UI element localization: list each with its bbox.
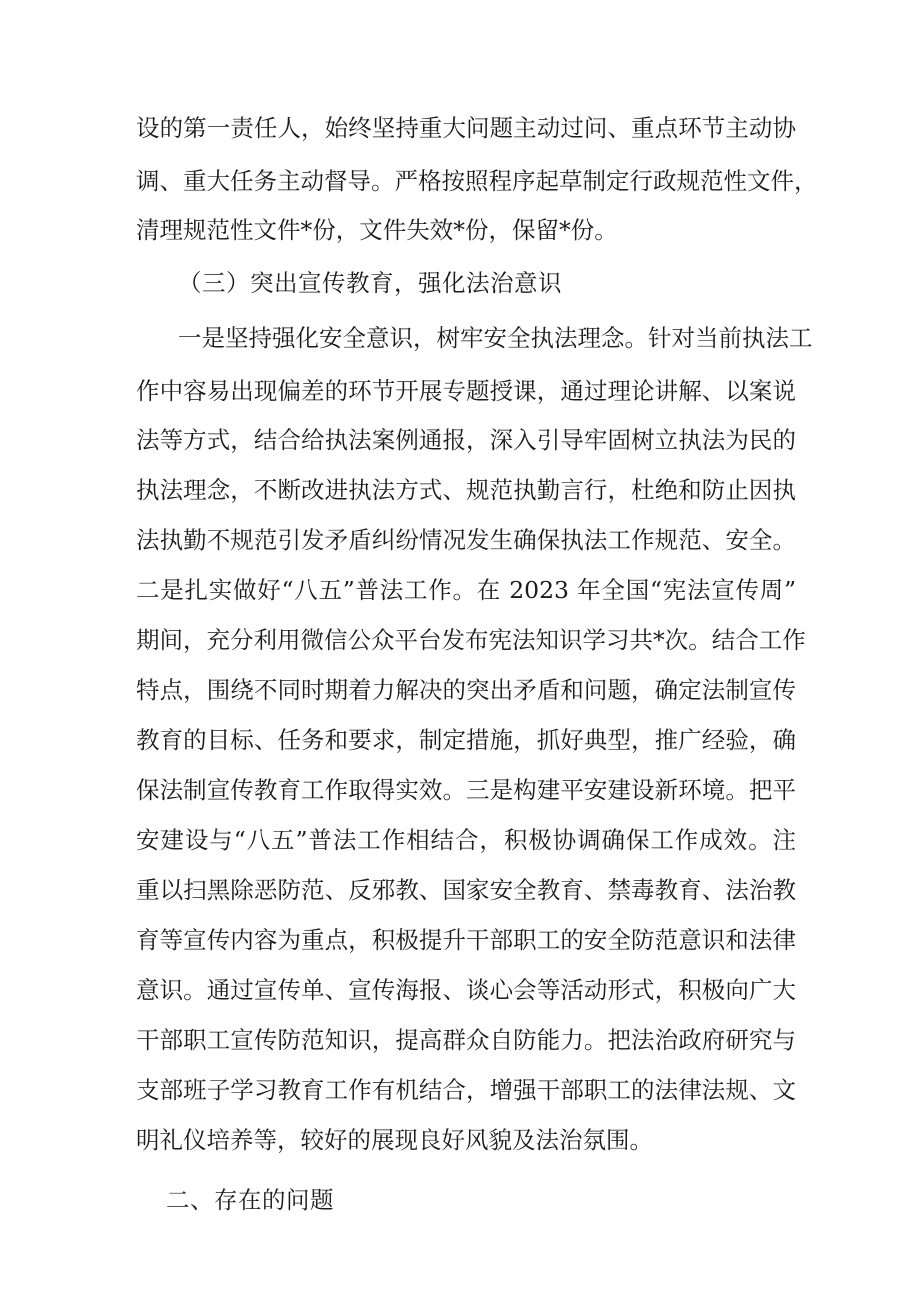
paragraph-line: 设的第一责任人，始终坚持重大问题主动过问、重点环节主动协 [136, 114, 796, 142]
paragraph-line: 保法制宣传教育工作取得实效。三是构建平安建设新环境。把平 [136, 776, 796, 804]
paragraph-line: 作中容易出现偏差的环节开展专题授课，通过理论讲解、以案说 [136, 377, 796, 405]
paragraph-line: 育等宣传内容为重点，积极提升干部职工的安全防范意识和法律 [136, 926, 796, 954]
paragraph-line: 教育的目标、任务和要求，制定措施，抓好典型，推广经验，确 [136, 726, 796, 754]
paragraph-line: 特点，围绕不同时期着力解决的突出矛盾和问题，确定法制宣传 [136, 676, 796, 704]
paragraph-line: 重以扫黑除恶防范、反邪教、国家安全教育、禁毒教育、法治教 [136, 876, 796, 904]
paragraph-line: 一是坚持强化安全意识，树牢安全执法理念。针对当前执法工 [178, 324, 813, 352]
paragraph-line: 调、重大任务主动督导。严格按照程序起草制定行政规范性文件， [136, 167, 818, 195]
paragraph-line: 执法理念，不断改进执法方式、规范执勤言行，杜绝和防止因执 [136, 476, 796, 504]
paragraph-line: 支部班子学习教育工作有机结合，增强干部职工的法律法规、文 [136, 1076, 796, 1104]
paragraph-line: 期间，充分利用微信公众平台发布宪法知识学习共*次。结合工作 [136, 626, 806, 654]
paragraph-line: 明礼仪培养等，较好的展现良好风貌及法治氛围。 [136, 1126, 653, 1154]
paragraph-line: 安建设与“八五”普法工作相结合，积极协调确保工作成效。注 [136, 826, 796, 854]
paragraph-line: 意识。通过宣传单、宣传海报、谈心会等活动形式，积极向广大 [136, 976, 796, 1004]
section-heading: 二、存在的问题 [166, 1186, 334, 1214]
section-heading: （三）突出宣传教育，强化法治意识 [178, 269, 562, 297]
paragraph-line: 清理规范性文件*份，文件失效*份，保留*份。 [136, 216, 618, 244]
paragraph-line: 干部职工宣传防范知识，提高群众自防能力。把法治政府研究与 [136, 1026, 796, 1054]
paragraph-line: 法等方式，结合给执法案例通报，深入引导牢固树立执法为民的 [136, 426, 796, 454]
paragraph-line: 二是扎实做好“八五”普法工作。在 2023 年全国“宪法宣传周” [136, 576, 796, 604]
paragraph-line: 法执勤不规范引发矛盾纠纷情况发生确保执法工作规范、安全。 [136, 526, 796, 554]
